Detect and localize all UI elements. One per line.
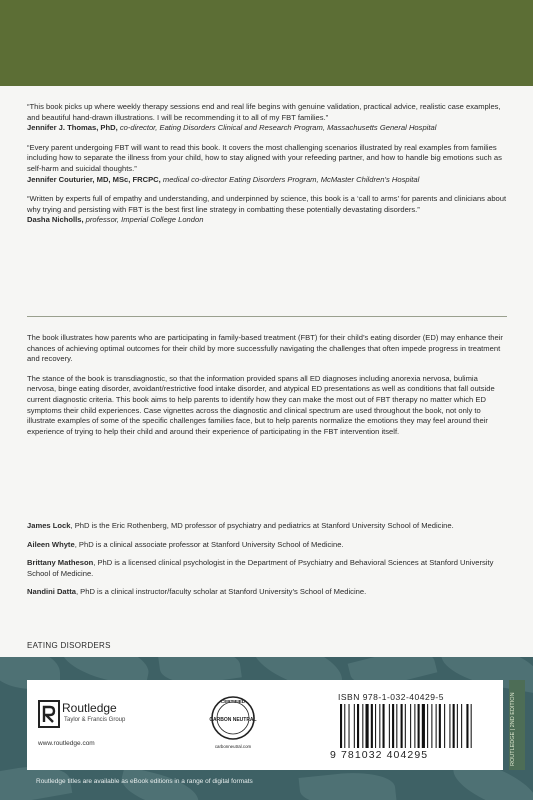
- barcode-bar: [431, 704, 432, 748]
- routledge-logo-icon: [38, 700, 60, 728]
- barcode-bar: [344, 704, 345, 748]
- quote-role: professor, Imperial College London: [83, 215, 204, 225]
- seal-mid-text: CARBON NEUTRAL: [209, 717, 257, 723]
- author-bio: [27, 521, 507, 532]
- barcode-bar: [354, 704, 355, 748]
- barcode-bar: [379, 704, 380, 748]
- barcode-bar: [366, 704, 369, 748]
- quote-author: Jennifer J. Thomas, PhD,: [27, 123, 118, 133]
- author-description: , PhD is a licensed clinical psychologist in the Department of Psychiatry and Behavioral Sciences at Stanford University School of Medicine.: [27, 558, 494, 578]
- author-name: Aileen Whyte: [27, 539, 75, 549]
- section-divider: [27, 316, 507, 317]
- leaf-pattern: [299, 768, 397, 800]
- barcode-bar: [389, 704, 390, 748]
- description-paragraph: The stance of the book is transdiagnostic, so that the information provided spans all ED diagnoses including anorexia nervosa, bulimia nervosa, binge eating disorder, avoidant/restrictive food intake disorder, and atypical ED presentations as well as conditions that fall outside current diagnostic criteria. This book aims to help parents to identify how they can make the most out of FBT therapy no matter which ED symptoms their child experiences. Case vignettes across the diagnostic and clinical spectrum are used throughout the book, not only to illustrate examples of some of the specific challenges families face, but to help parents normalize the emotions they may feel around their experience of trying to help their child and around their experience of participating in the FBT intervention itself.: [27, 373, 495, 436]
- book-description: [27, 333, 507, 446]
- author-description: , PhD is a clinical instructor/faculty scholar at Stanford University’s School of Medicine.: [75, 587, 367, 597]
- author-bio: [27, 587, 507, 598]
- barcode-bar: [405, 704, 406, 748]
- barcode-bar: [392, 704, 394, 748]
- quote-attribution: [27, 123, 507, 134]
- publisher-group: Taylor & Francis Group: [64, 717, 126, 723]
- isbn-label: ISBN 978-1-032-40429-5: [338, 692, 444, 702]
- author-name: Nandini Datta: [27, 587, 76, 597]
- barcode-bar: [410, 704, 411, 748]
- carbon-neutral-seal-icon: [206, 692, 260, 752]
- author-name: Brittany Matheson: [27, 558, 94, 568]
- quote-attribution: [27, 215, 507, 226]
- seal-top-text: CERTIFIED: [220, 699, 246, 704]
- barcode-bar: [436, 704, 437, 748]
- quote-text: “Written by experts full of empathy and understanding, and underpinned by science, this book is a ‘call to arms’ for parents and clinicians about why trying and persisting with FBT is the best first line strategy in combatting these potentially devastating disorders.”: [27, 194, 507, 214]
- quote-attribution: [27, 175, 507, 186]
- author-description: , PhD is a clinical associate professor at Stanford University School of Medicine.: [74, 539, 344, 549]
- series-strip-text: ROUTLEDGE | 2ND EDITION: [510, 692, 516, 766]
- barcode-bar: [357, 704, 359, 748]
- barcode-bar: [371, 704, 373, 748]
- quote-role: co-director, Eating Disorders Clinical and Research Program, Massachusetts General Hospital: [117, 123, 437, 133]
- barcode-bar: [422, 704, 425, 748]
- barcode-bar: [449, 704, 450, 748]
- subject-category: EATING DISORDERS: [27, 641, 111, 650]
- ebook-note: Routledge titles are available as eBook editions in a range of digital formats: [36, 778, 253, 785]
- barcode-bar: [427, 704, 428, 748]
- barcode: [338, 704, 488, 748]
- author-bios: [27, 521, 507, 606]
- publisher-name: Routledge: [62, 701, 117, 715]
- quote-author: Dasha Nicholls,: [27, 215, 84, 225]
- endorsement-quote: [27, 143, 507, 185]
- barcode-bar: [375, 704, 376, 748]
- barcode-bar: [461, 704, 462, 748]
- cover-header-band: [0, 0, 533, 86]
- barcode-bar: [418, 704, 420, 748]
- barcode-bar: [471, 704, 472, 748]
- barcode-bar: [383, 704, 385, 748]
- barcode-bar: [349, 704, 350, 748]
- quote-author: Jennifer Couturier, MD, MSc, FRCPC,: [27, 174, 161, 184]
- quote-role: medical co-director Eating Disorders Program, McMaster Children’s Hospital: [160, 174, 420, 184]
- description-paragraph: The book illustrates how parents who are participating in family-based treatment (FBT) for their child’s eating disorder (ED) may enhance their chances of achieving optimal outcomes for their child by more successfully navigating the challenges that often impede progress in treatment and recovery.: [27, 333, 503, 364]
- author-bio: [27, 558, 507, 579]
- quote-text: “This book picks up where weekly therapy sessions end and real life begins with genuine validation, practical advice, realistic case examples, and beautiful hand-drawn illustrations. I will be recommending it to all of my FBT families.”: [27, 102, 501, 122]
- barcode-bar: [457, 704, 458, 748]
- barcode-bar: [401, 704, 403, 748]
- author-bio: [27, 540, 507, 551]
- author-description: , PhD is the Eric Rothenberg, MD professor of psychiatry and pediatrics at Stanford University School of Medicine.: [70, 521, 454, 530]
- barcode-bar: [466, 704, 468, 748]
- barcode-bar: [444, 704, 445, 748]
- seal-bottom-text: carbonneutral.com: [214, 744, 252, 749]
- barcode-bar: [340, 704, 342, 748]
- barcode-bar: [414, 704, 415, 748]
- author-name: James Lock: [27, 521, 71, 530]
- quote-text: “Every parent undergoing FBT will want to read this book. It covers the most challenging scenarios illustrated by real examples from families including how to separate the illness from your child, how to stay aligned with your refeeding partner, and how to handle big emotions such as self-harm and suicidal thoughts.”: [27, 142, 502, 173]
- isbn-digits: 9 781032 404295: [330, 749, 429, 761]
- barcode-bar: [362, 704, 363, 748]
- endorsement-quote: [27, 102, 507, 134]
- barcode-bar: [396, 704, 397, 748]
- barcode-bar: [453, 704, 455, 748]
- barcode-bar: [439, 704, 441, 748]
- publisher-url: www.routledge.com: [38, 740, 95, 747]
- endorsement-quote: [27, 194, 507, 226]
- endorsements: [27, 102, 507, 235]
